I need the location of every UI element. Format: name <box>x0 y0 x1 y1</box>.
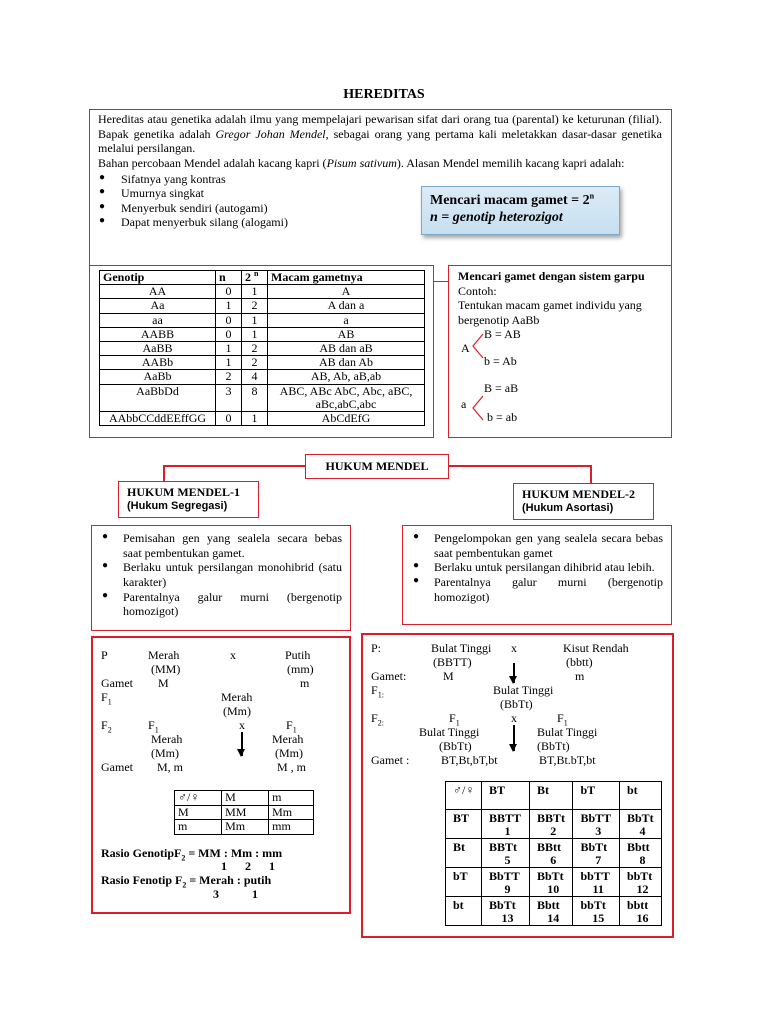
list-item: ● Dapat menyerbuk silang (alogami) <box>98 215 662 230</box>
hukum-mendel-title: HUKUM MENDEL <box>305 454 449 479</box>
genotype-label: (Mm) <box>275 746 303 760</box>
punnett-cell: BbTt 7 <box>573 839 619 868</box>
gamet-value: BT,Bt.bT,bt <box>539 753 596 767</box>
phenotype-label: Merah <box>221 690 253 704</box>
table-cell: 8 <box>242 384 268 411</box>
table-cell: 2 <box>242 356 268 370</box>
table-cell: 1 <box>242 412 268 426</box>
genotype-ratio: Rasio GenotipF$_2$ = MM : Mm : mm <box>101 846 283 863</box>
gamet-label: Gamet <box>101 760 133 774</box>
punnett-cell: BbTt 4 <box>619 810 661 839</box>
table-header: Macam gametnya <box>268 271 425 285</box>
list-item: ● Berlaku untuk persilangan dihibrid atau lebih. <box>411 560 663 575</box>
gamet-label: Gamet <box>101 676 133 690</box>
connector-line <box>163 465 306 467</box>
table-cell: AaBb <box>100 370 216 384</box>
punnett-cell: Mm <box>269 805 314 820</box>
garpu-box <box>448 265 672 438</box>
phenotype-label: Merah <box>148 648 180 662</box>
punnett-header: bt <box>619 782 661 810</box>
table-cell: AB dan Ab <box>268 356 425 370</box>
intro-paragraph-2: Bahan percobaan Mendel adalah kacang kapri (Pisum sativum). Alasan Mendel memilih kacang kapri adalah: <box>98 155 625 170</box>
table-cell: AaBB <box>100 342 216 356</box>
table-cell: 1 <box>242 327 268 341</box>
punnett-header: ♂/♀ <box>446 782 482 810</box>
down-arrow-icon <box>513 725 515 751</box>
garpu-contoh: Contoh: <box>458 283 497 298</box>
table-header: 2 $^n$ <box>242 271 268 285</box>
punnett-cell: m <box>175 820 222 835</box>
punnett-cell: BbTT 3 <box>573 810 619 839</box>
table-header: n <box>216 271 242 285</box>
gamet-value: m <box>575 669 585 683</box>
phenotype-label: Merah <box>151 732 183 746</box>
table-row <box>100 412 425 426</box>
genotype-label: (bbtt) <box>566 655 593 669</box>
gamet-value: BT,Bt,bT,bt <box>441 753 498 767</box>
genotype-label: (Mm) <box>223 704 251 718</box>
gamet-value: M <box>443 669 454 683</box>
punnett-cell: bbTt 12 <box>619 868 661 897</box>
hukum-mendel-2-box: HUKUM MENDEL-2 (Hukum Asortasi) <box>513 483 654 520</box>
punnett-cell: Bbtt 14 <box>530 897 573 926</box>
punnett-cell: BbTT 9 <box>482 868 530 897</box>
table-cell: 0 <box>216 327 242 341</box>
cross-symbol: x <box>230 648 236 662</box>
table-cell: 1 <box>242 285 268 299</box>
gamet-value: M <box>158 676 169 690</box>
cross-symbol: x <box>239 718 245 732</box>
table-cell: A <box>268 285 425 299</box>
punnett-cell: m <box>269 791 314 806</box>
list-item: ● Parentalnya galur murni (bergenotip homozigot) <box>100 590 342 619</box>
genotype-label: (BbTt) <box>537 739 570 753</box>
f1-label: $F_{1:}$ <box>371 683 384 700</box>
connector-line <box>448 465 591 467</box>
table-row <box>100 285 425 299</box>
punnett-cell: bbTT 11 <box>573 868 619 897</box>
punnett-cell: MM <box>222 805 269 820</box>
down-arrow-icon <box>513 663 515 683</box>
table-row <box>446 868 662 897</box>
gamet-value: M , m <box>277 760 307 774</box>
genotype-ratio-numbers: 1 2 1 <box>221 859 275 873</box>
phenotype-ratio: Rasio Fenotip $F_2$ = Merah : putih <box>101 873 272 890</box>
table-cell: 0 <box>216 313 242 327</box>
genotype-label: (BbTt) <box>500 697 533 711</box>
list-item: ● Umurnya singkat <box>98 186 662 201</box>
table-cell: AA <box>100 285 216 299</box>
table-cell: AABB <box>100 327 216 341</box>
genotype-label: (MM) <box>151 662 181 676</box>
fork-allele: a <box>461 397 467 411</box>
garpu-heading: Mencari gamet dengan sistem garpu <box>458 269 645 283</box>
punnett-header: bT <box>573 782 619 810</box>
hukum-mendel-2-description <box>402 525 672 625</box>
parental-label: P: <box>371 641 382 655</box>
punnett-cell: Mm <box>222 820 269 835</box>
punnett-cell: M <box>175 805 222 820</box>
table-row <box>446 839 662 868</box>
punnett-row-label: bT <box>446 868 482 897</box>
table-cell: 1 <box>216 356 242 370</box>
phenotype-label: Bulat Tinggi <box>431 641 492 655</box>
table-row <box>100 299 425 313</box>
f1-parent: $F_1$ <box>557 711 568 728</box>
table-cell: 0 <box>216 412 242 426</box>
table-row <box>100 313 425 327</box>
genotype-label: (mm) <box>287 662 314 676</box>
gamet-table <box>99 270 425 426</box>
punnett-cell: BBTt 5 <box>482 839 530 868</box>
f1-parent: $F_1$ <box>286 718 297 735</box>
phenotype-label: Bulat Tinggi <box>493 683 554 697</box>
table-cell: AaBbDd <box>100 384 216 411</box>
fork-result: b = ab <box>487 410 518 424</box>
phenotype-label: Kisut Rendah <box>563 641 629 655</box>
table-cell: AB, Ab, aB,ab <box>268 370 425 384</box>
punnett-header: Bt <box>530 782 573 810</box>
down-arrow-icon <box>241 732 243 756</box>
page-title: HEREDITAS <box>343 87 425 102</box>
cross-symbol: x <box>511 641 517 655</box>
phenotype-label: Bulat Tinggi <box>537 725 598 739</box>
fork-result: b = Ab <box>484 354 517 368</box>
punnett-cell: BBtt 6 <box>530 839 573 868</box>
phenotype-label: Merah <box>272 732 304 746</box>
list-item: ● Parentalnya galur murni (bergenotip homozigot) <box>411 575 663 604</box>
monohybrid-punnett-table <box>174 790 314 835</box>
table-cell: Aa <box>100 299 216 313</box>
table-cell: AABb <box>100 356 216 370</box>
table-row <box>446 782 662 810</box>
table-cell: A dan a <box>268 299 425 313</box>
table-row <box>100 370 425 384</box>
gamet-label: Gamet : <box>371 753 410 767</box>
table-cell: aa <box>100 313 216 327</box>
table-row <box>100 384 425 411</box>
gamet-formula-callout: Mencari macam gamet = $2^n$ n = genotip heterozigot <box>421 186 620 235</box>
gamet-value: M, m <box>157 760 184 774</box>
punnett-cell: ♂/♀ <box>175 791 222 806</box>
list-item: ● Sifatnya yang kontras <box>98 172 662 187</box>
fork-result: B = AB <box>484 327 521 341</box>
punnett-cell: M <box>222 791 269 806</box>
punnett-row-label: bt <box>446 897 482 926</box>
table-cell: AB <box>268 327 425 341</box>
punnett-cell: BBTt 2 <box>530 810 573 839</box>
genotype-label: (BbTt) <box>439 739 472 753</box>
gamet-label: Gamet: <box>371 669 407 683</box>
table-row <box>446 810 662 839</box>
table-cell: 4 <box>242 370 268 384</box>
punnett-cell: BBTT 1 <box>482 810 530 839</box>
punnett-cell: mm <box>269 820 314 835</box>
table-cell: 2 <box>216 370 242 384</box>
fork-result: B = aB <box>484 381 519 395</box>
table-cell: 1 <box>216 299 242 313</box>
gamet-table-box <box>89 265 434 438</box>
table-cell: AbCdEfG <box>268 412 425 426</box>
connector-line <box>163 465 165 482</box>
table-row <box>100 327 425 341</box>
dihybrid-cross-box <box>361 633 674 938</box>
table-row <box>446 897 662 926</box>
punnett-header: BT <box>482 782 530 810</box>
f1-parent: $F_1$ <box>148 718 159 735</box>
table-cell: AAbbCCddEEffGG <box>100 412 216 426</box>
list-item: ● Menyerbuk sendiri (autogami) <box>98 201 662 216</box>
punnett-cell: BbTt 10 <box>530 868 573 897</box>
garpu-task: Tentukan macam gamet individu yang bergenotip AaBb <box>458 298 642 327</box>
table-cell: AB dan aB <box>268 342 425 356</box>
table-cell: ABC, ABc AbC, Abc, aBC, aBc,abC,abc <box>268 384 425 411</box>
f2-label: $F_2$ <box>101 718 112 735</box>
phenotype-label: Bulat Tinggi <box>419 725 480 739</box>
table-cell: a <box>268 313 425 327</box>
punnett-cell: BbTt 13 <box>482 897 530 926</box>
genotype-label: (BBTT) <box>433 655 472 669</box>
parental-label: P <box>101 648 108 662</box>
list-item: ● Berlaku untuk persilangan monohibrid (satu karakter) <box>100 560 342 589</box>
punnett-cell: bbTt 15 <box>573 897 619 926</box>
punnett-cell: Bbtt 8 <box>619 839 661 868</box>
f2-label: $F_{2:}$ <box>371 711 384 728</box>
dihybrid-punnett-table <box>445 781 662 926</box>
phenotype-label: Putih <box>285 648 311 662</box>
f1-label: $F_1$ <box>101 690 112 707</box>
gamet-value: m <box>300 676 310 690</box>
punnett-row-label: BT <box>446 810 482 839</box>
table-row <box>100 356 425 370</box>
genotype-label: (Mm) <box>151 746 179 760</box>
table-row <box>100 342 425 356</box>
table-cell: 3 <box>216 384 242 411</box>
phenotype-ratio-numbers: 3 1 <box>213 887 258 901</box>
table-cell: 0 <box>216 285 242 299</box>
fork-allele: A <box>461 341 470 355</box>
connector-line <box>590 465 592 484</box>
intro-paragraph-1: Hereditas atau genetika adalah ilmu yang mempelajari pewarisan sifat dari orang tua (parental) ke keturunan (filial). Bapak genetika adalah Gregor Johan Mendel, sebagai orang yang pertama kali meletakkan dasar-dasar genetika melalui persilangan. <box>98 112 662 156</box>
table-cell: 2 <box>242 342 268 356</box>
f1-parent: $F_1$ <box>449 711 460 728</box>
list-item: ● Pengelompokan gen yang sealela secara bebas saat pembentukan gamet <box>411 531 663 560</box>
punnett-row-label: Bt <box>446 839 482 868</box>
table-cell: 1 <box>242 313 268 327</box>
punnett-cell: bbtt 16 <box>619 897 661 926</box>
list-item: ● Pemisahan gen yang sealela secara bebas saat pembentukan gamet. <box>100 531 342 560</box>
hukum-mendel-1-description <box>91 525 351 631</box>
cross-symbol: x <box>511 711 517 725</box>
table-cell: 1 <box>216 342 242 356</box>
hukum-mendel-1-box: HUKUM MENDEL-1 (Hukum Segregasi) <box>118 481 259 518</box>
monohybrid-cross-box <box>91 636 351 914</box>
table-cell: 2 <box>242 299 268 313</box>
table-header: Genotip <box>100 271 216 285</box>
